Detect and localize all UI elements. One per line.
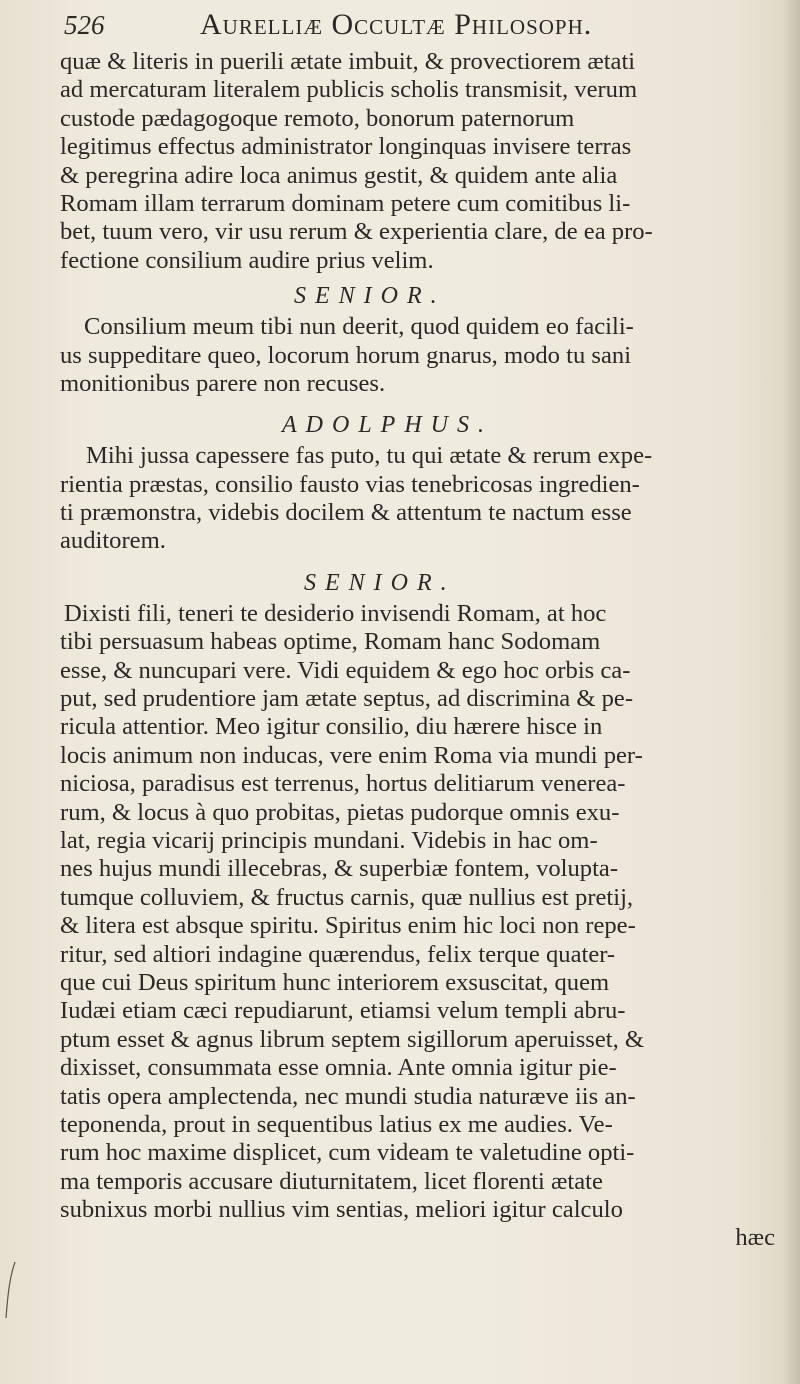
- text-line: & peregrina adire loca animus gestit, & quidem ante alia: [60, 161, 618, 189]
- text-line: & litera est absque spiritu. Spiritus enim hic loci non repe-: [60, 912, 636, 940]
- text-line: tatis opera amplectenda, nec mundi studia naturæve iis an-: [60, 1082, 636, 1110]
- text-line: Romam illam terrarum dominam petere cum comitibus li-: [60, 189, 631, 217]
- text-line: ricula attentior. Meo igitur consilio, diu hærere hisce in: [60, 713, 603, 741]
- text-line: Iudæi etiam cæci repudiarunt, etiamsi velum templi abru-: [60, 997, 626, 1025]
- text-line: rum hoc maxime displicet, cum videam te valetudine opti-: [60, 1139, 635, 1167]
- catchword: hæc: [735, 1224, 775, 1252]
- text-line: legitimus effectus administrator longinquas invisere terras: [60, 133, 632, 161]
- page-header: [52, 8, 797, 48]
- text-line: que cui Deus spiritum hunc interiorem exsuscitat, quem: [60, 968, 610, 996]
- paragraph-4: [52, 600, 797, 1225]
- text-line: Mihi jussa capessere fas puto, tu qui ætate & rerum expe-: [86, 442, 653, 470]
- text-line: put, sed prudentiore jam ætate septus, ad discrimina & pe-: [60, 685, 634, 713]
- text-line: locis animum non inducas, vere enim Roma via mundi per-: [60, 741, 643, 769]
- text-line: tibi persuasum habeas optime, Romam hanc Sodomam: [60, 628, 601, 656]
- text-line: ti præmonstra, videbis docilem & attentum te nactum esse: [60, 499, 632, 527]
- text-line: quæ & literis in puerili ætate imbuit, & provectiorem ætati: [60, 48, 636, 75]
- text-line: fectione consilium audire prius velim.: [60, 246, 434, 274]
- paragraph-2: [52, 313, 797, 398]
- text-line: rientia præstas, consilio fausto vias tenebricosas ingredien-: [60, 470, 640, 498]
- text-line: dixisset, consummata esse omnia. Ante omnia igitur pie-: [60, 1054, 617, 1082]
- text-line: nes hujus mundi illecebras, & superbiæ fontem, volupta-: [60, 855, 619, 883]
- text-line: us suppeditare queo, locorum horum gnarus, modo tu sani: [60, 341, 632, 369]
- speaker-label: SENIOR.: [304, 569, 456, 596]
- text-line: teponenda, prout in sequentibus latius ex me audies. Ve-: [60, 1110, 613, 1138]
- text-line: ritur, sed altiori indagine quærendus, felix terque quater-: [60, 940, 616, 968]
- text-line: Consilium meum tibi nun deerit, quod quidem eo facili-: [84, 313, 634, 341]
- text-line: Dixisti fili, teneri te desiderio invisendi Romam, at hoc: [64, 599, 607, 627]
- text-line: tumque colluviem, & fructus carnis, quæ nullius est pretij,: [60, 883, 634, 911]
- text-line: ptum esset & agnus librum septem sigillorum aperuisset, &: [60, 1025, 645, 1053]
- speaker-label: ADOLPHUS.: [282, 412, 493, 439]
- text-line: niciosa, paradisus est terrenus, hortus delitiarum venerea-: [60, 770, 626, 798]
- text-line: custode pædagogoque remoto, bonorum paternorum: [60, 104, 575, 132]
- text-line: rum, & locus à quo probitas, pietas pudorque omnis exu-: [60, 798, 620, 826]
- text-line: lat, regia vicarij principis mundani. Videbis in hac om-: [60, 826, 598, 854]
- page-text: [52, 8, 797, 1252]
- text-line: ad mercaturam literalem publicis scholis transmisit, verum: [60, 76, 638, 104]
- text-line: subnixus morbi nullius vim sentias, meliori igitur calculo: [60, 1196, 623, 1224]
- text-line: auditorem.: [60, 527, 166, 555]
- text-line: ma temporis accusare diuturnitatem, licet florenti ætate: [60, 1167, 603, 1195]
- text-line: monitionibus parere non recuses.: [60, 369, 386, 397]
- text-line: bet, tuum vero, vir usu rerum & experientia clare, de ea pro-: [60, 218, 653, 246]
- speaker-label: SENIOR.: [294, 283, 446, 310]
- paragraph-1: [52, 48, 797, 275]
- text-line: esse, & nuncupari vere. Vidi equidem & ego hoc orbis ca-: [60, 656, 631, 684]
- margin-pen-mark: [4, 1260, 18, 1320]
- page-number: 526: [64, 10, 105, 40]
- running-head: Aurelliæ Occultæ Philosoph.: [200, 8, 593, 41]
- paragraph-3: [52, 442, 797, 556]
